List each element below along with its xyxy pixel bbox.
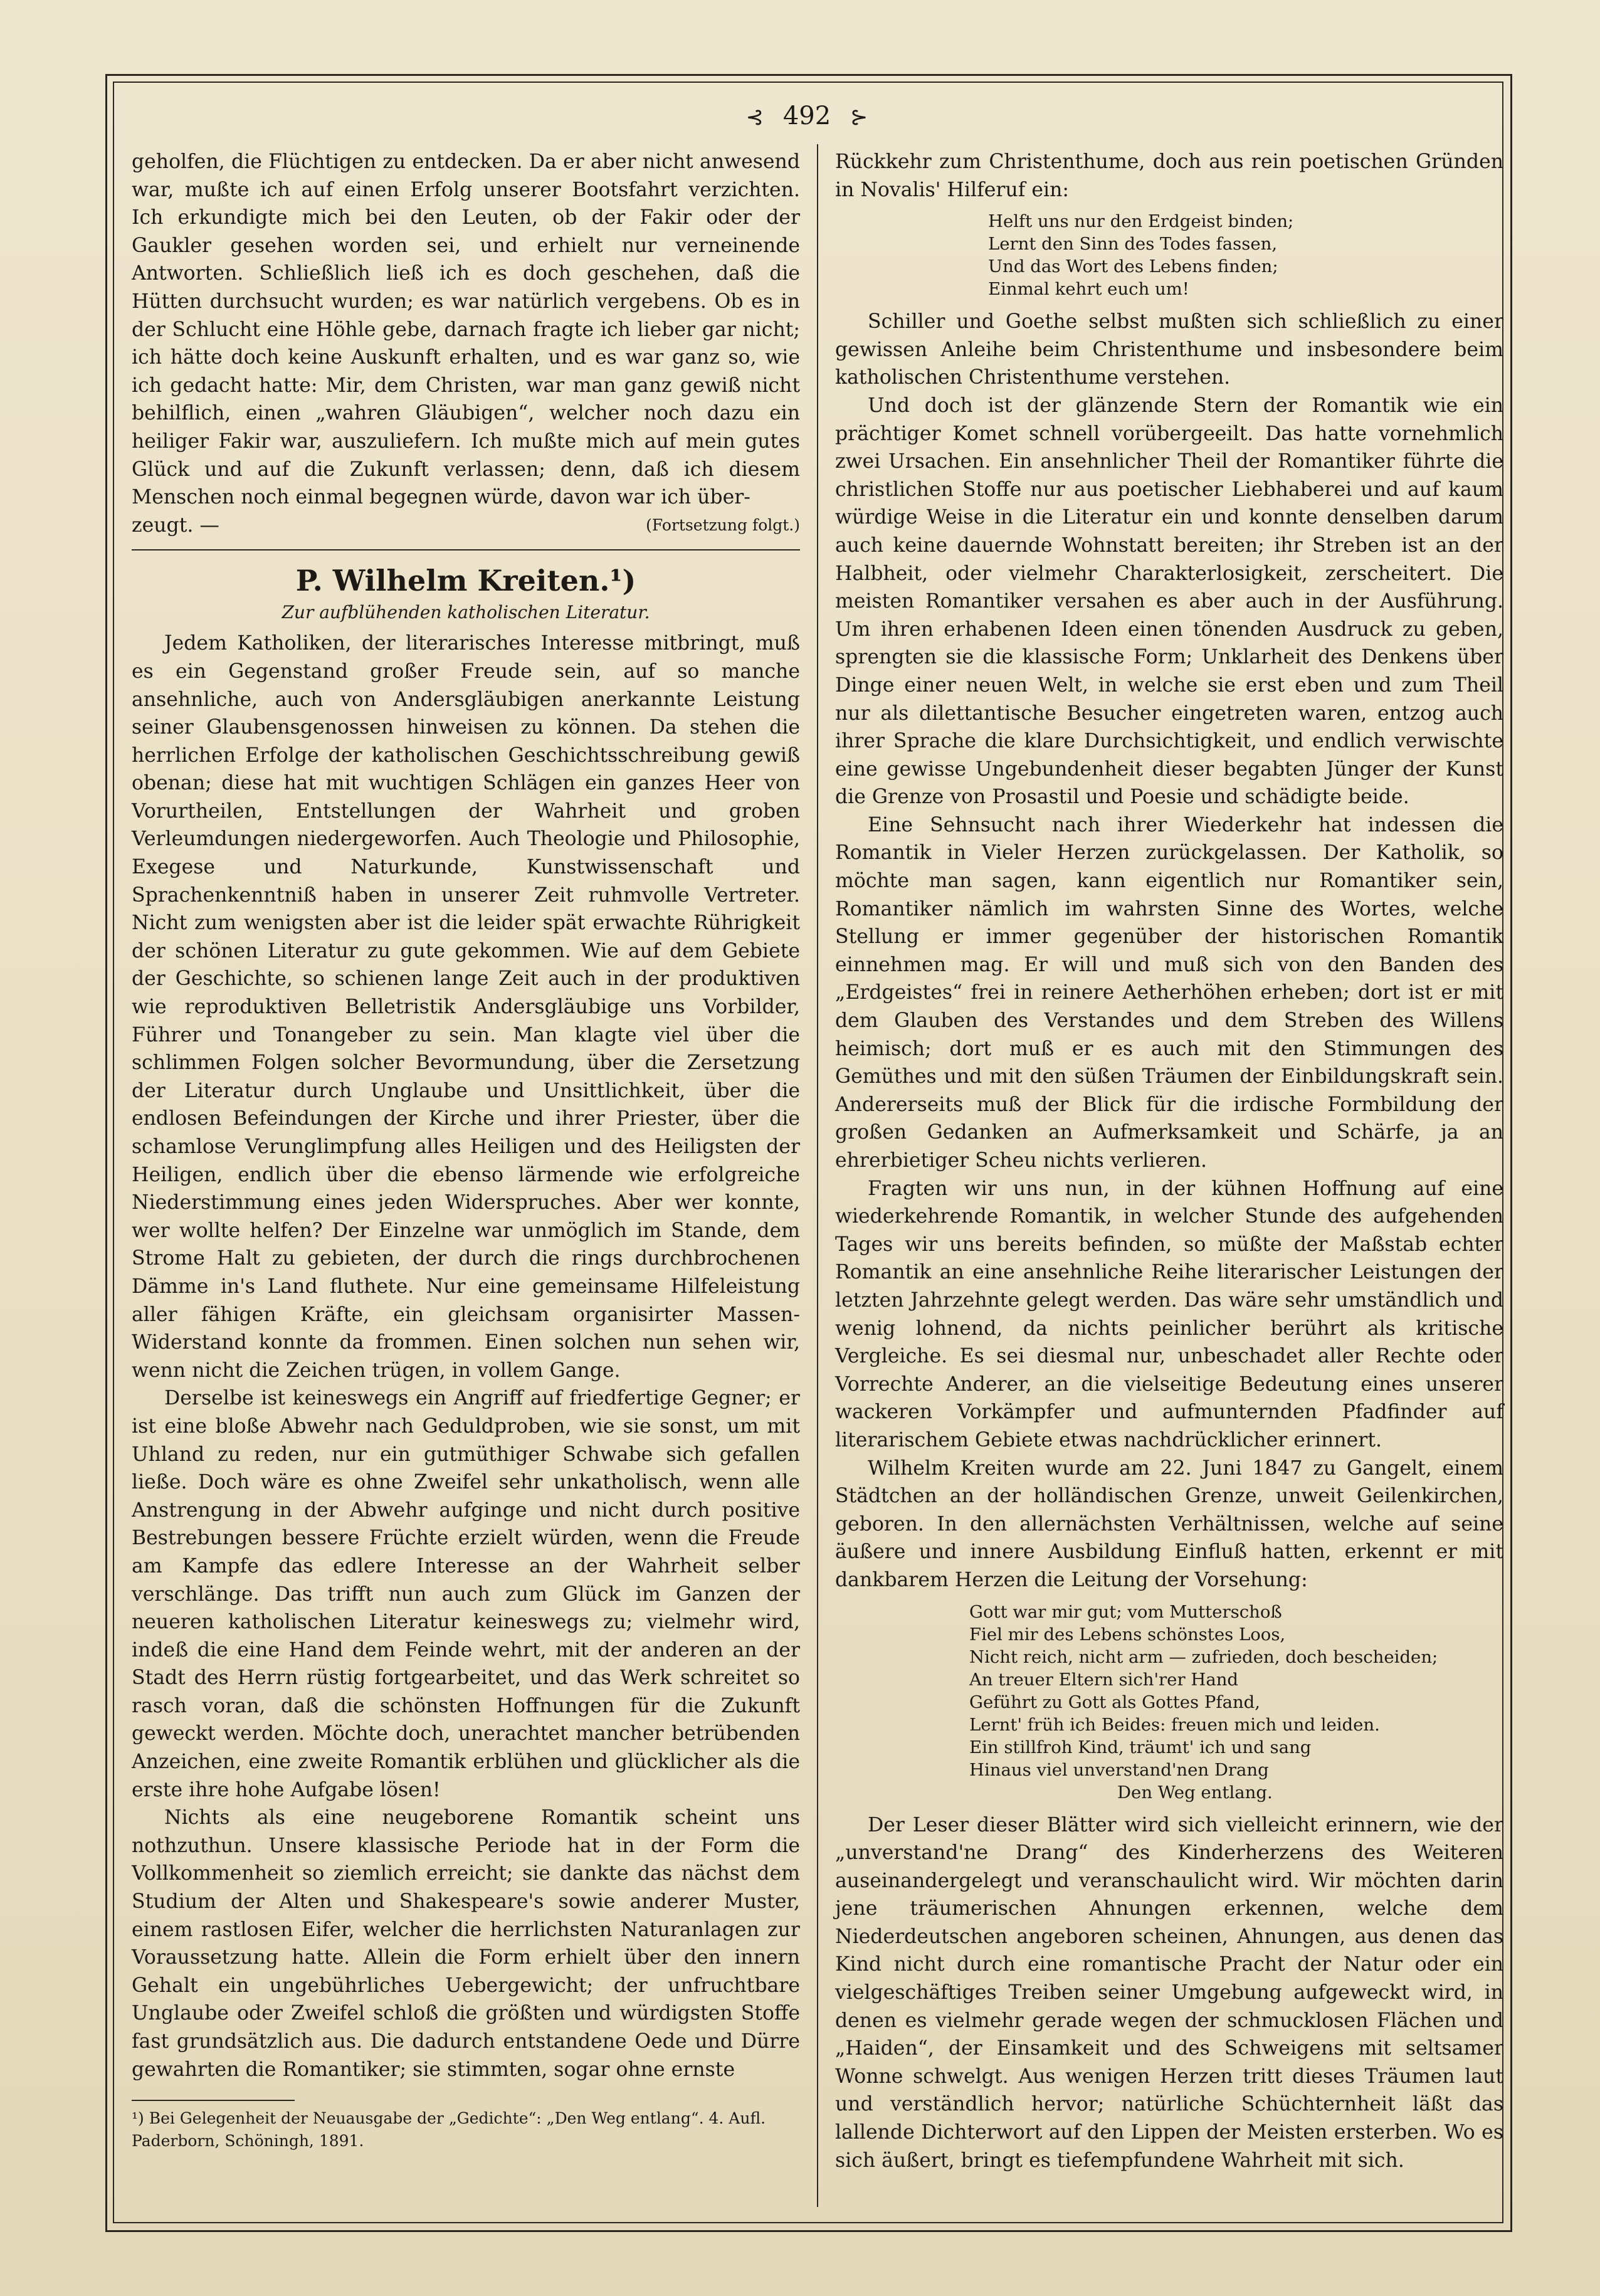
page-header	[113, 94, 1501, 138]
verse-line: Nicht reich, nicht arm — zufrieden, doch bescheiden;	[969, 1646, 1438, 1667]
article-paragraph: Schiller und Goethe selbst mußten sich schließlich zu einer gewissen Anleihe beim Christenthume und insbesondere beim katholischen Christenthume verstehen.	[835, 310, 1503, 389]
verse-line: Lernt den Sinn des Todes fassen,	[988, 234, 1278, 255]
verse-line: Geführt zu Gott als Gottes Pfand,	[969, 1692, 1261, 1712]
article-title: P. Wilhelm Kreiten.¹)	[295, 564, 636, 598]
verse-line: Einmal kehrt euch um!	[988, 279, 1189, 300]
verse-novalis	[835, 210, 1503, 300]
footnote-rule	[132, 2100, 295, 2101]
verse-line: Den Weg entlang.	[1117, 1782, 1273, 1803]
right-column	[835, 148, 1503, 2174]
story-end-line	[132, 512, 800, 540]
verse-line: Ein stillfroh Kind, träumt' ich und sang	[969, 1737, 1312, 1757]
article-paragraph: Nichts als eine neugeborene Romantik scheint uns nothzuthun. Unsere klassische Periode hat in der Form die Vollkommenheit so ziemlich erreicht; sie dankte das nächst dem Studium der Alten und Shakespeare's sowie anderer Muster, einem rastlosen Eifer, welcher die herrlichsten Naturanlagen zur Voraussetzung hatte. Allein die Form erhielt über den innern Gehalt ein ungebührliches Uebergewicht; der unfruchtbare Unglaube oder Zweifel schloß die größten und würdigsten Stoffe fast grundsätzlich aus. Die dadurch entstandene Oede und Dürre gewahrten die Romantiker; sie stimmten, sogar ohne ernste	[132, 1806, 800, 2081]
page-number: 492	[782, 102, 831, 130]
article-paragraph: Und doch ist der glänzende Stern der Romantik wie ein prächtiger Komet schnell vorübergeeilt. Das hatte vornehmlich zwei Ursachen. Ein ansehnlicher Theil der Romantiker führte die christlichen Stoffe nur aus poetischer Liebhaberei und auf kaum würdige Weise in die Literatur ein und konnte denselben darum auch keine dauernde Wohnstatt bereiten; ihr Streben ist an der Halbheit, oder vielmehr Charakterlosigkeit, zerscheitert. Die meisten Romantiker versahen es aber auch in der Ausführung. Um ihren erhabenen Ideen einen tönenden Ausdruck zu geben, sprengten sie die klassische Form; Unklarheit des Denkens über Dinge einer neuen Welt, in welche sie erst eben und zum Theil nur als dilettantische Besucher eingetreten waren, entzog auch ihrer Sprache die klare Durchsichtigkeit, und endlich verwischte eine gewisse Ungebundenheit dieser begabten Jünger der Kunst die Grenze von Prosastil und Poesie und schädigte beide.	[835, 394, 1503, 809]
section-rule	[132, 549, 800, 550]
footnote: ¹) Bei Gelegenheit der Neuausgabe der „Gedichte“: „Den Weg entlang“. 4. Aufl. Paderborn, Schöningh, 1891.	[132, 2109, 766, 2151]
article-paragraph: Derselbe ist keineswegs ein Angriff auf friedfertige Gegner; er ist eine bloße Abwehr nach Geduldproben, wie sie sonst, um mit Uhland zu reden, nur ein gutmüthiger Schwabe sich gefallen ließe. Doch wäre es ohne Zweifel sehr unkatholisch, wenn alle Anstrengung in der Abwehr aufginge und nicht durch positive Bestrebungen bessere Früchte erzielt würden, wenn die Freude am Kampfe das edlere Interesse an der Wahrheit selber verschlänge. Das trifft nun auch zum Glück im Ganzen der neueren katholischen Literatur keineswegs zu; vielmehr wird, indeß die eine Hand dem Feinde wehrt, mit der anderen an der Stadt des Herrn rüstig fortgearbeitet, und das Werk schreitet so rasch voran, daß die schönsten Hoffnungen für die Zukunft geweckt werden. Möchte doch, unerachtet mancher betrübenden Anzeichen, eine zweite Romantik erblühen und glücklicher als die erste ihre hohe Aufgabe lösen!	[132, 1387, 800, 1801]
verse-kreiten	[835, 1601, 1503, 1804]
continuation-note: (Fortsetzung folgt.)	[646, 515, 800, 534]
article-paragraph: Der Leser dieser Blätter wird sich vielleicht erinnern, wie der „unverstand'ne Drang“ des Kinderherzens des Weiteren auseinandergelegt und veranschaulicht wird. Wir möchten darin jene träumerischen Ahnungen erkennen, welche dem Niederdeutschen angeboren scheinen, Ahnungen, aus denen das Kind nicht durch eine romantische Pracht der Natur oder ein vielgeschäftiges Treiben seiner Umgebung aufgeweckt wird, in denen es vielmehr gerade wegen der schmucklosen Flächen und „Haiden“, der Einsamkeit und des Schweigens mit seltsamer Wonne schwelgt. Aus wenigen Herzen tritt dieses Träumen laut und verständlich hervor; natürliche Schüchternheit läßt das lallende Dichterwort auf den Lippen der Meisten ersterben. Wo es sich äußert, bringt es tiefempfundene Wahrheit mit sich.	[835, 1813, 1503, 2172]
verse-line: An treuer Eltern sich'rer Hand	[969, 1669, 1239, 1690]
article-subtitle: Zur aufblühenden katholischen Literatur.	[282, 602, 650, 623]
verse-line: Gott war mir gut; vom Mutterschoß	[969, 1601, 1282, 1622]
verse-line: Und das Wort des Lebens finden;	[988, 256, 1278, 277]
article-paragraph: Fragten wir uns nun, in der kühnen Hoffnung auf eine wiederkehrende Romantik, in welcher Stunde des aufgehenden Tages wir uns bereits befinden, so müßte der Maßstab echter Romantik an eine ansehnliche Reihe literarischer Leistungen der letzten Jahrzehnte gelegt werden. Das wäre sehr umständlich und wenig lohnend, da nichts peinlicher berührt als kritische Vergleiche. Es sei diesmal nur, unbeschadet aller Rechte oder Vorrechte Anderer, an die vielseitige Bedeutung eines unserer wackeren Vorkämpfer und aufmunternden Pfadfinder auf literarischem Gebiete etwas nachdrücklicher erinnert.	[835, 1177, 1503, 1451]
story-continuation: geholfen, die Flüchtigen zu entdecken. Da er aber nicht anwesend war, mußte ich auf einen Erfolg unserer Bootsfahrt verzichten. Ich erkundigte mich bei den Leuten, ob der Fakir oder der Gaukler gesehen worden sei, und erhielt nur verneinende Antworten. Schließlich ließ ich es doch geschehen, daß die Hütten durchsucht wurden; es war natürlich vergebens. Ob es in der Schlucht eine Höhle gebe, darnach fragte ich lieber gar nicht; ich hätte doch keine Auskunft erhalten, und es war ganz so, wie ich gedacht hatte: Mir, dem Christen, war man ganz gewiß nicht behilflich, einen „wahren Gläubigen“, welcher noch dazu ein heiliger Fakir war, auszuliefern. Ich mußte mich auf mein gutes Glück und auf die Zukunft verlassen; denn, daß ich diesem Menschen noch einmal begegnen würde, davon war ich über-	[132, 150, 800, 509]
ornament-left-icon: ⊰	[745, 105, 764, 130]
column-divider	[817, 144, 818, 2207]
story-end-text: zeugt. —	[132, 513, 219, 537]
left-column	[132, 148, 800, 2152]
verse-line: Lernt' früh ich Beides: freuen mich und leiden.	[969, 1714, 1380, 1735]
ornament-right-icon: ⊱	[850, 105, 868, 130]
article-paragraph: Eine Sehnsucht nach ihrer Wiederkehr hat indessen die Romantik in Vieler Herzen zurückgelassen. Der Katholik, so möchte man sagen, kann eigentlich nur Romantiker sein, Romantiker nämlich im wahrsten Sinne des Wortes, welche Stellung er immer gegenüber der historischen Romantik einnehmen mag. Er will und muß sich von den Banden des „Erdgeistes“ frei in reinere Aetherhöhen erheben; dort ist er mit dem Glauben des Verstandes und dem Streben des Willens heimisch; dort muß er es auch mit den Stimmungen des Gemüthes und mit den süßen Träumen der Einbildungskraft sein. Andererseits muß der Blick für die irdische Formbildung der großen Gedanken an Aufmerksamkeit und Schärfe, ja an ehrerbietiger Scheu nichts verlieren.	[835, 813, 1503, 1172]
article-paragraph: Rückkehr zum Christenthume, doch aus rein poetischen Gründen in Novalis' Hilferuf ein:	[835, 150, 1503, 201]
article-paragraph: Jedem Katholiken, der literarisches Interesse mitbringt, muß es ein Gegenstand großer Freude sein, auf so manche ansehnliche, auch von Andersgläubigen anerkannte Leistung seiner Glaubensgenossen hinweisen zu können. Da stehen die herrlichen Erfolge der katholischen Geschichtsschreibung gewiß obenan; diese hat mit wuchtigen Schlägen ein ganzes Heer von Vorurtheilen, Entstellungen der Wahrheit und groben Verleumdungen niedergeworfen. Auch Theologie und Philosophie, Exegese und Naturkunde, Kunstwissenschaft und Sprachenkenntniß haben in unserer Zeit ruhmvolle Vertreter. Nicht zum wenigsten aber ist die leider spät erwachte Rührigkeit der schönen Literatur zu gute gekommen. Wie auf dem Gebiete der Geschichte, so schienen lange Zeit auch in der produktiven wie reproduktiven Belletristik Andersgläubige uns Vorbilder, Führer und Tonangeber zu sein. Man klagte viel über die schlimmen Folgen solcher Bevormundung, über die Zersetzung der Literatur durch Unglaube und Unsittlichkeit, über die endlosen Befeindungen der Kirche und ihrer Priester, über die schamlose Verunglimpfung alles Heiligen und des Heiligsten der Heiligen, endlich über die ebenso lärmende wie erfolgreiche Niederstimmung eines jeden Widerspruches. Aber wer konnte, wer wollte helfen? Der Einzelne war unmöglich im Stande, dem Strome Halt zu gebieten, der durch die rings durchbrochenen Dämme in's Land fluthete. Nur eine gemeinsame Hilfeleistung aller fähigen Kräfte, ein gleichsam organisirter Massen-Widerstand konnte da frommen. Einen solchen nun sehen wir, wenn nicht die Zeichen trügen, in vollem Gange.	[132, 632, 800, 1382]
verse-line: Helft uns nur den Erdgeist binden;	[988, 211, 1294, 232]
verse-line: Fiel mir des Lebens schönstes Loos,	[969, 1624, 1286, 1645]
verse-line: Hinaus viel unverstand'nen Drang	[969, 1759, 1269, 1780]
article-paragraph: Wilhelm Kreiten wurde am 22. Juni 1847 zu Gangelt, einem Städtchen an der holländischen Grenze, unweit Geilenkirchen, geboren. In den allernächsten Verhältnissen, welche auf seine äußere und innere Ausbildung Einfluß hatten, erkennt er mit dankbarem Herzen die Leitung der Vorsehung:	[835, 1456, 1503, 1591]
